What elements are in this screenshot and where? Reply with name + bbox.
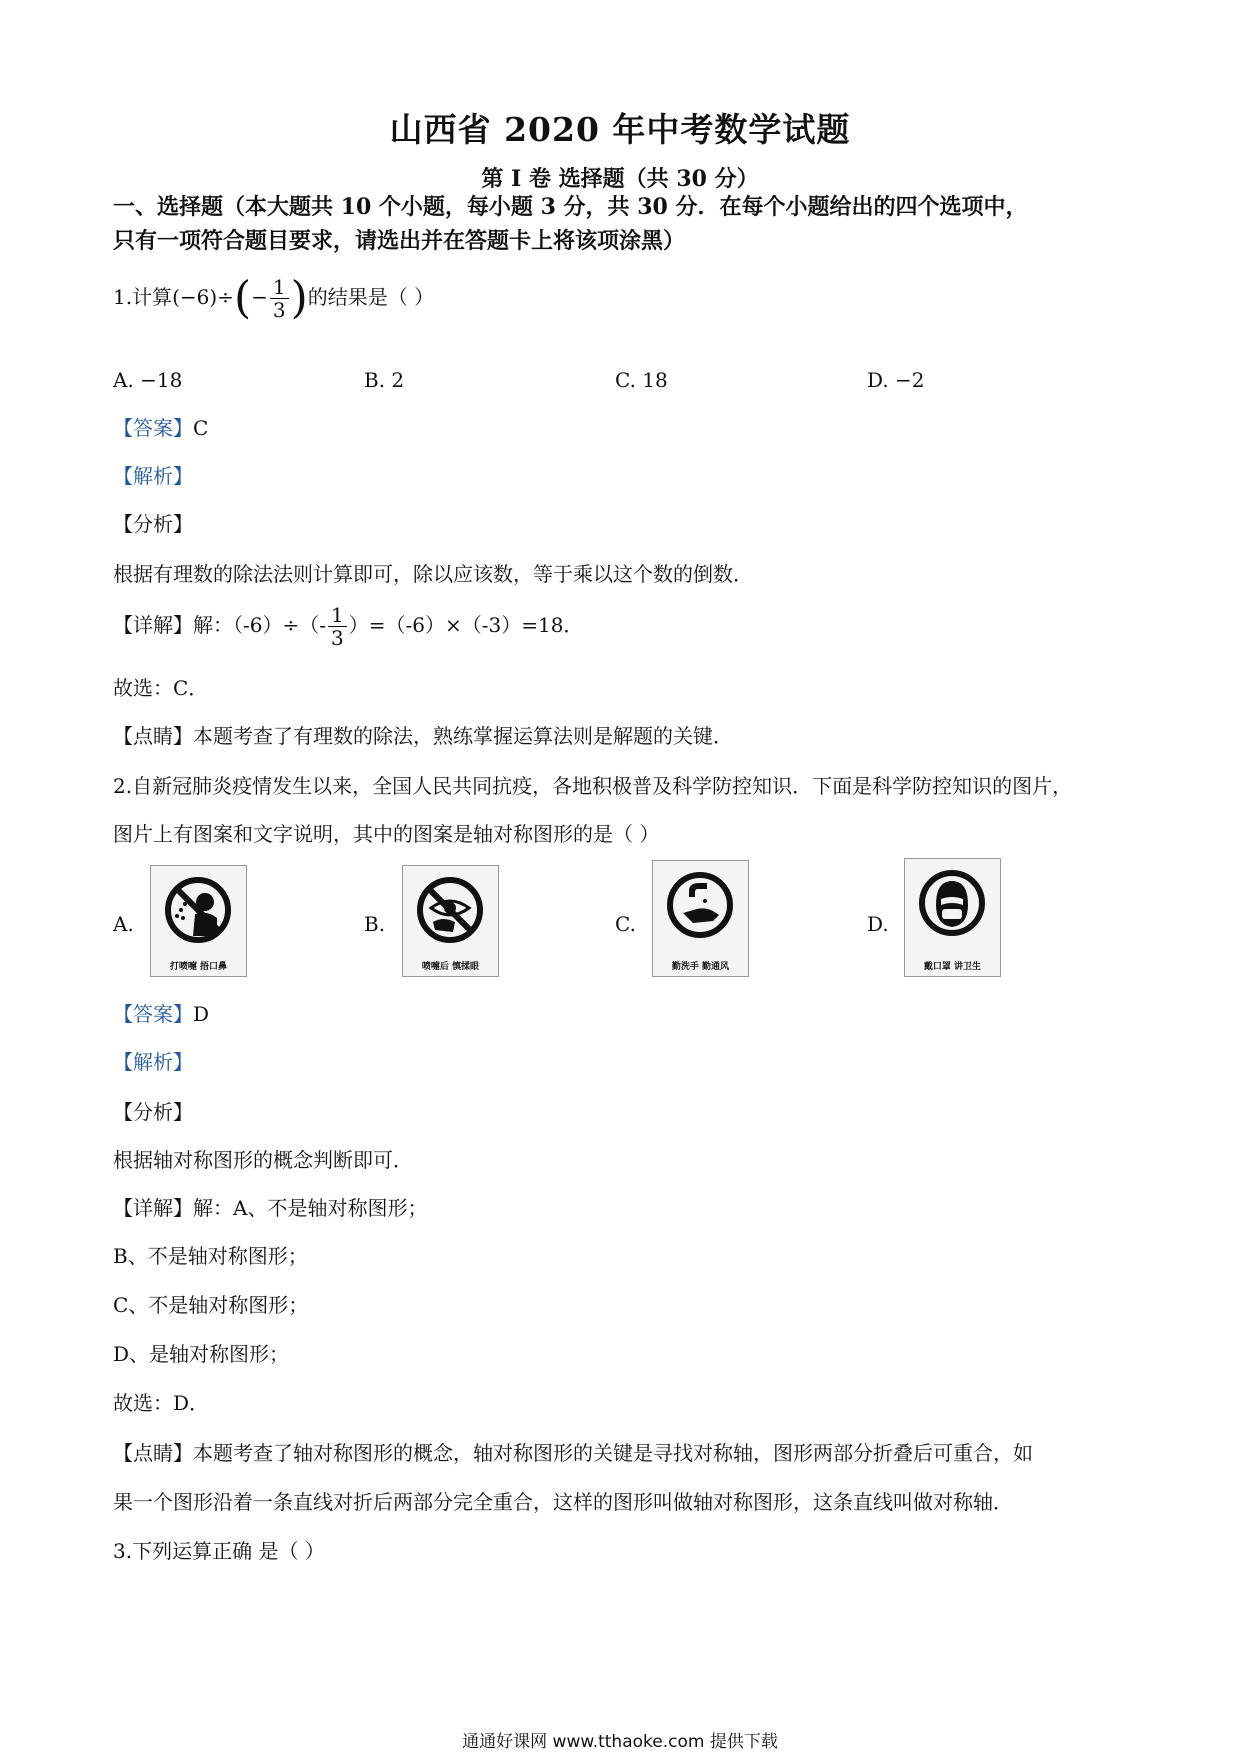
q1-fraction — [270, 276, 289, 321]
q2-option-d-label: D. — [867, 912, 889, 936]
q2-detail-line3: C、不是轴对称图形； — [113, 1293, 309, 1317]
q2-comment-line1 — [113, 1439, 1033, 1467]
q1-paren-right: ) — [290, 272, 308, 324]
q2-comment-line2: 果一个图形沿着一条直线对折后两部分完全重合，这样的图形叫做轴对称图形，这条直线叫做对称轴． — [113, 1490, 1013, 1514]
section-heading-line2: 只有一项符合题目要求，请选出并在答题卡上将该项涂黑） — [113, 228, 686, 254]
q2-option-c-caption: 勤洗手 勤通风 — [671, 962, 730, 972]
q2-option-b-label: B. — [364, 912, 386, 936]
q2-stem-line1: 2.自新冠肺炎疫情发生以来，全国人民共同抗疫，各地积极普及科学防控知识．下面是科学防控知识的图片， — [113, 774, 1073, 798]
q2-answer-tag: 【答案】 — [113, 1002, 193, 1026]
q1-detail-post: ）=（-6）×（-3）=18． — [348, 613, 584, 637]
q1-option-d: D. −2 — [867, 368, 925, 392]
q2-option-a-caption: 打喷嚏 捂口鼻 — [169, 962, 228, 972]
q1-paren-left: ( — [233, 272, 252, 324]
q1-expr-left: (−6)÷ — [172, 285, 234, 309]
q2-option-c-label: C. — [615, 912, 636, 936]
q1-detail — [113, 604, 583, 649]
q1-detail-tag: 【详解】 — [113, 613, 193, 637]
q1-option-b: B. 2 — [364, 368, 405, 392]
q1-frac-den: 3 — [272, 298, 286, 322]
section-heading — [113, 190, 1123, 258]
section-heading-line1: 一、选择题（本大题共 10 个小题，每小题 3 分，共 30 分．在每个小题给出的四个选项中， — [113, 194, 1028, 220]
q2-fenxi-text: 根据轴对称图形的概念判断即可． — [113, 1148, 413, 1172]
q2-option-c-image — [652, 860, 749, 977]
q2-option-d-image — [904, 858, 1001, 977]
q1-detail-pre: 解：（-6）÷（- — [193, 613, 326, 637]
q1-suffix: 的结果是（ ） — [307, 285, 435, 309]
q3-stem: 3.下列运算正确 是（ ） — [113, 1539, 325, 1563]
q2-detail-line4: D、是轴对称图形； — [113, 1342, 290, 1366]
q2-option-a-image — [150, 865, 247, 977]
q1-detail-den: 3 — [331, 626, 344, 650]
q2-detail-text: 解：A、不是轴对称图形； — [193, 1196, 428, 1220]
q1-stem — [113, 272, 435, 324]
q1-option-c: C. 18 — [615, 368, 668, 392]
page-footer: 通通好课网 www.tthaoke.com 提供下载 — [462, 1732, 778, 1752]
q2-stem-line2: 图片上有图案和文字说明，其中的图案是轴对称图形的是（ ） — [113, 822, 660, 846]
q1-prefix: 1.计算 — [113, 285, 173, 309]
q1-frac-num: 1 — [270, 276, 289, 299]
q2-analysis-tag: 【解析】 — [113, 1050, 193, 1074]
q2-option-b-image — [402, 865, 499, 977]
q1-option-a: A. −18 — [113, 368, 183, 392]
q1-answer-value: C — [193, 416, 209, 440]
part-subtitle: 第 I 卷 选择题（共 30 分） — [481, 166, 759, 192]
q2-option-b-caption: 喷嚏后 慎揉眼 — [421, 962, 480, 972]
q2-option-d-caption: 戴口罩 讲卫生 — [923, 962, 982, 972]
q2-answer — [113, 1000, 209, 1028]
q1-comment-tag: 【点睛】 — [113, 724, 193, 748]
q1-frac-sign: − — [251, 285, 268, 309]
q1-answer — [113, 414, 208, 442]
q2-answer-value: D — [193, 1002, 210, 1026]
q1-fenxi-tag: 【分析】 — [113, 512, 193, 536]
q1-detail-num: 1 — [328, 604, 347, 627]
q1-comment-text: 本题考查了有理数的除法，熟练掌握运算法则是解题的关键． — [193, 724, 733, 748]
page-title: 山西省 2020 年中考数学试题 — [389, 110, 851, 149]
q2-comment-text: 本题考查了轴对称图形的概念，轴对称图形的关键是寻找对称轴，图形两部分折叠后可重合，如 — [193, 1441, 1033, 1465]
q1-answer-tag: 【答案】 — [113, 416, 193, 440]
q1-analysis-tag: 【解析】 — [113, 464, 193, 488]
q2-detail-line1 — [113, 1194, 427, 1222]
q2-comment-tag: 【点睛】 — [113, 1441, 193, 1465]
q2-fenxi-tag: 【分析】 — [113, 1100, 193, 1124]
q2-detail-tag: 【详解】 — [113, 1196, 193, 1220]
q1-fenxi-text: 根据有理数的除法法则计算即可，除以应该数，等于乘以这个数的倒数． — [113, 562, 753, 586]
q2-option-a-label: A. — [113, 912, 134, 936]
q1-choose: 故选：C． — [113, 676, 209, 700]
q2-choose: 故选：D． — [113, 1391, 210, 1415]
q1-detail-fraction — [328, 604, 347, 649]
q2-detail-line2: B、不是轴对称图形； — [113, 1244, 308, 1268]
q1-comment — [113, 722, 733, 750]
